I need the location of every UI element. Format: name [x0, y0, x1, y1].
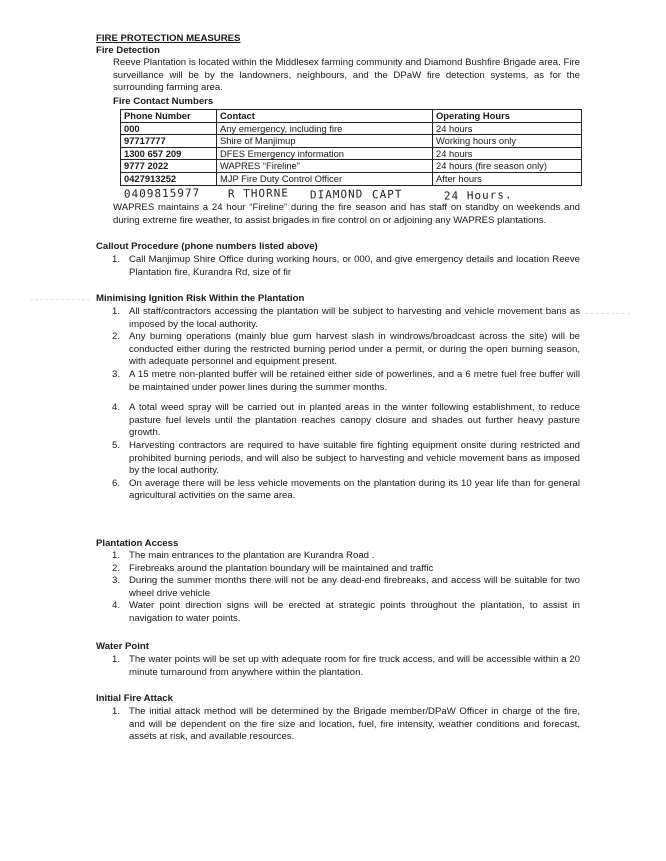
scan-artifact-line — [585, 313, 630, 314]
hours-cell: 24 hours — [433, 147, 582, 160]
list-item-text: Harvesting contractors are required to have suitable fire fighting equipment onsite during restricted and prohibited burning periods, and will also be subject to harvesting and vehicle movement bans as imposed by the local authority. — [129, 439, 580, 477]
list-item-text: All staff/contractors accessing the plantation will be subject to harvesting and vehicle movement bans as imposed by the local authority. — [129, 306, 580, 330]
list-item-text: The main entrances to the plantation are Kurandra Road . — [129, 550, 375, 561]
list-spacer — [96, 394, 580, 402]
scan-artifact-line — [30, 299, 90, 300]
handwritten-phone: 0409815977 — [123, 186, 201, 201]
list-item: 5. Harvesting contractors are required to have suitable fire fighting equipment onsite during restricted and prohibited burning periods, and will also be subject to harvesting and vehicle movement bans as imposed by the local authority. — [112, 439, 580, 477]
attack-list — [96, 706, 580, 744]
handwritten-hours: 24 Hours. — [443, 188, 513, 203]
list-item-text: A 15 metre non-planted buffer will be retained either side of powerlines, and a 6 metre fuel free buffer will be maintained under power lines during the summer months. — [129, 368, 580, 393]
table-row — [121, 172, 582, 185]
list-item: 1. All staff/contractors accessing the plantation will be subject to harvesting and vehicle movement bans as imposed by the local authority. — [112, 306, 580, 330]
contacts-header-row — [121, 110, 582, 123]
phone-cell: 9777 2022 — [121, 160, 217, 173]
list-item-text: A total weed spray will be carried out in planted areas in the winter following establishment, to reduce pasture fuel levels until the plantation reaches canopy closure and shades out further heavy pasture growth. — [129, 402, 580, 439]
list-item-text: Any burning operations (mainly blue gum harvest slash in windrows/broadcast across the site) will be conducted either during the restricted burning period under a permit, or during the open burning season, with adequate personnel and equipment present. — [129, 331, 580, 368]
table-row — [121, 147, 582, 160]
contacts-heading: Fire Contact Numbers — [113, 96, 214, 107]
list-item: 6. On average there will be less vehicle movements on the plantation during its 10 year life than for general agricultural activities on the same area. — [112, 477, 580, 502]
fire-detection-text: Reeve Plantation is located within the Middlesex farming community and Diamond Bushfire Brigade area. Fire surveillance will be by the landowners, neighbours, and the DPaW fire detection systems, as for the surrounding farming area. — [113, 57, 580, 94]
table-row — [121, 135, 582, 148]
hours-cell: 24 hours (fire season only) — [433, 160, 582, 173]
list-item: 2. Firebreaks around the plantation boundary will be maintained and traffic — [112, 562, 434, 574]
phone-cell: 000 — [121, 122, 217, 135]
contact-cell: Any emergency, including fire — [217, 122, 433, 135]
list-item-text: The water points will be set up with adequate room for fire truck access, and will be accessible within a 20 minute turnaround from anywhere within the plantation. — [129, 654, 580, 678]
handwritten-brigade: DIAMOND — [309, 187, 364, 202]
table-row — [121, 122, 582, 135]
list-item: 1. The water points will be set up with adequate room for fire truck access, and will be accessible within a 20 minute turnaround from anywhere within the plantation. — [112, 654, 580, 678]
list-item-text: Call Manjimup Shire Office during working hours, or 000, and give emergency details and location Reeve Plantation fire, Kurandra Rd, size of fir — [129, 254, 580, 278]
list-item: 3. A 15 metre non-planted buffer will be retained either side of powerlines, and a 6 metre fuel free buffer will be maintained under power lines during the summer months. — [112, 368, 580, 393]
contacts-table — [120, 109, 582, 186]
access-list — [96, 550, 580, 626]
document-title: FIRE PROTECTION MEASURES — [96, 33, 241, 44]
list-item: 4. Water point direction signs will be erected at strategic points throughout the plantation, to assist in navigation to water points. — [112, 600, 580, 624]
column-header-hours: Operating Hours — [433, 110, 582, 123]
handwritten-name: R THORNE — [227, 186, 290, 201]
phone-cell: 97717777 — [121, 135, 217, 148]
column-header-contact: Contact — [217, 110, 433, 123]
phone-cell: 0427913252 — [121, 172, 217, 185]
list-item-text: The initial attack method will be determined by the Brigade member/DPaW Officer in charge of the fire, and will be dependent on the fire size and location, fuel, fire intensity, weather conditions and forecast, assets at risk, and available resources. — [129, 706, 580, 743]
list-item: 1. The initial attack method will be determined by the Brigade member/DPaW Officer in charge of the fire, and will be dependent on the fire size and location, fuel, fire intensity, weather conditions and forecast, assets at risk, and available resources. — [112, 706, 580, 743]
hours-cell: 24 hours — [433, 122, 582, 135]
list-item: 4. A total weed spray will be carried out in planted areas in the winter following establishment, to reduce pasture fuel levels until the plantation reaches canopy closure and shades out further heavy pasture growth. — [112, 402, 580, 439]
ignition-heading: Minimising Ignition Risk Within the Plantation — [96, 293, 305, 304]
ignition-list — [96, 306, 580, 503]
phone-cell: 1300 657 209 — [121, 147, 217, 160]
contact-cell: Shire of Manjimup — [217, 135, 433, 148]
table-row — [121, 160, 582, 173]
list-item: 3. During the summer months there will not be any dead-end firebreaks, and access will be suitable for two wheel drive vehicle — [112, 575, 580, 599]
access-heading: Plantation Access — [96, 538, 179, 549]
wapres-note: WAPRES maintains a 24 hour “Fireline” during the fire season and has staff on standby on weekends and during extreme fire weather, to assist brigades in fire control on or adjoining any WAPRES plantations. — [113, 202, 580, 226]
list-item: 2. Any burning operations (mainly blue gum harvest slash in windrows/broadcast across the site) will be conducted either during the restricted burning period under a permit, or during the open burning season, with adequate personnel and equipment present. — [112, 331, 580, 368]
water-heading: Water Point — [96, 641, 149, 652]
callout-heading: Callout Procedure (phone numbers listed above) — [96, 241, 318, 252]
list-item-text: During the summer months there will not be any dead-end firebreaks, and access will be suitable for two wheel drive vehicle — [129, 575, 580, 599]
water-list — [96, 654, 580, 679]
list-item: 1. The main entrances to the plantation are Kurandra Road . — [112, 550, 375, 561]
list-item-text: Water point direction signs will be erected at strategic points throughout the plantation, to assist in navigation to water points. — [129, 600, 580, 624]
callout-list — [96, 254, 580, 279]
list-item: 1. Call Manjimup Shire Office during working hours, or 000, and give emergency details and location Reeve Plantation fire, Kurandra Rd, size of fir — [112, 254, 580, 278]
handwritten-role: CAPT — [371, 187, 403, 202]
column-header-phone: Phone Number — [121, 110, 217, 123]
list-item-text: Firebreaks around the plantation boundary will be maintained and traffic — [129, 562, 434, 574]
hours-cell: After hours — [433, 172, 582, 185]
fire-detection-heading: Fire Detection — [96, 45, 160, 56]
list-item-text: On average there will be less vehicle movements on the plantation during its 10 year life than for general agricultural activities on the same area. — [129, 477, 580, 502]
contact-cell: MJP Fire Duty Control Officer — [217, 172, 433, 185]
attack-heading: Initial Fire Attack — [96, 693, 173, 704]
contact-cell: WAPRES “Fireline” — [217, 160, 433, 173]
contact-cell: DFES Emergency information — [217, 147, 433, 160]
hours-cell: Working hours only — [433, 135, 582, 148]
